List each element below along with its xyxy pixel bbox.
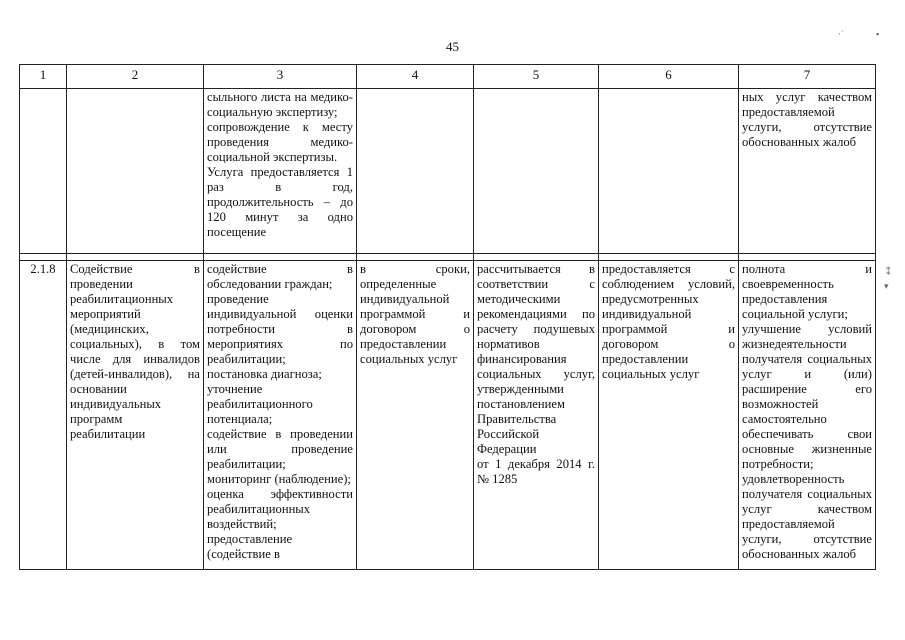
cell-service-description: сыльного листа на медико-социальную экспертизу; сопровождение к месту проведения медико-социальной экспертизы. Услуга предоставляется 1 раз в год, продолжительность – до 120 минут за одно посещение	[204, 89, 357, 254]
table-row-continuation	[20, 89, 876, 254]
table-row-2-1-8	[20, 261, 876, 570]
column-header: 2	[67, 65, 204, 89]
cell-tariff: рассчитывается в соответствии с методическими рекомендациями по расчету подушевых нормативов финансирования социальных услуг, утвержденными постановлением Правительства Российской Федерации от 1 декабря 2014 г. № 1285	[474, 261, 599, 570]
cell-number: 2.1.8	[20, 261, 67, 570]
cell-conditions	[599, 89, 739, 254]
scan-speck: ▾	[884, 281, 889, 291]
page-number: 45	[446, 39, 459, 54]
scan-speck: ▪	[876, 29, 880, 39]
cell-service-name	[67, 89, 204, 254]
column-header: 1	[20, 65, 67, 89]
cell-quality-indicators: полнота и своевременность предоставления социальной услуги; улучшение условий жизнедеятельности получателя социальных услуг и (или) расширение его возможностей самостоятельно обеспечивать свои основные жизненные потребности; удовлетворенность получателя социальных услуг качеством предоставляемой услуги, отсутствие обоснованных жалоб	[739, 261, 876, 570]
cell-service-name: Содействие в проведении реабилитационных мероприятий (медицинских, социальных), в том числе для инвалидов (детей-инвалидов), на основании индивидуальных программ реабилитации	[67, 261, 204, 570]
cell-quality-indicators: ных услуг качеством предоставляемой услуги, отсутствие обоснованных жалоб	[739, 89, 876, 254]
services-table	[19, 64, 876, 570]
column-header: 5	[474, 65, 599, 89]
cell-tariff	[474, 89, 599, 254]
scan-speck: ⁑	[886, 267, 891, 277]
column-header: 4	[357, 65, 474, 89]
column-header: 3	[204, 65, 357, 89]
scan-speck: ·˙	[838, 29, 844, 39]
cell-number	[20, 89, 67, 254]
cell-conditions: предоставляется с соблюдением условий, предусмотренных индивидуальной программой и договором о предоставлении социальных услуг	[599, 261, 739, 570]
cell-service-description: содействие в обследовании граждан; проведение индивидуальной оценки потребности в мероприятиях по реабилитации; постановка диагноза; уточнение реабилитационного потенциала; содействие в проведении или проведение реабилитации; мониторинг (наблюдение); оценка эффективности реабилитационных воздействий; предоставление (содействие в	[204, 261, 357, 570]
column-header: 6	[599, 65, 739, 89]
cell-service-terms	[357, 89, 474, 254]
column-header: 7	[739, 65, 876, 89]
cell-service-terms: в сроки, определенные индивидуальной программой и договором о предоставлении социальных услуг	[357, 261, 474, 570]
table-row-spacer	[20, 254, 876, 261]
table-header-row	[20, 65, 876, 89]
